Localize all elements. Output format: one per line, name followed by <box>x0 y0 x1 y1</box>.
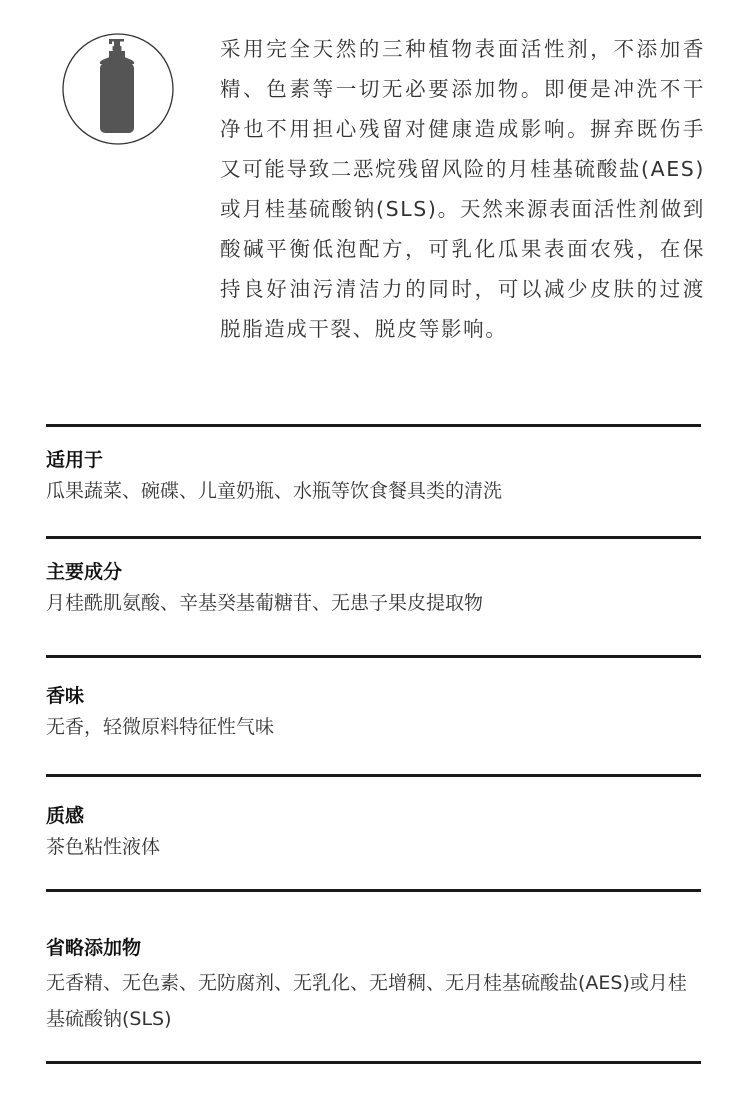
spec-value: 无香，轻微原料特征性气味 <box>46 716 275 738</box>
spec-scent <box>46 655 701 774</box>
spec-value: 月桂酰肌氨酸、辛基癸基葡糖苷、无患子果皮提取物 <box>46 592 484 614</box>
spec-list <box>46 424 701 1064</box>
spec-usage <box>46 424 701 536</box>
spec-value: 茶色粘性液体 <box>46 836 161 858</box>
spec-label: 省略添加物 <box>46 937 142 959</box>
spec-value: 瓜果蔬菜、碗碟、儿童奶瓶、水瓶等饮食餐具类的清洗 <box>46 480 503 502</box>
soap-pump-bottle-icon <box>62 33 174 145</box>
spec-ingredients <box>46 536 701 655</box>
spec-value: 无香精、无色素、无防腐剂、无乳化、无增稠、无月桂基硫酸盐(AES)或月桂基硫酸钠(SLS) <box>46 972 687 1030</box>
product-description: 采用完全天然的三种植物表面活性剂，不添加香精、色素等一切无必要添加物。即便是冲洗不干净也不用担心残留对健康造成影响。摒弃既伤手又可能导致二恶烷残留风险的月桂基硫酸盐(AES)或月桂基硫酸钠(SLS)。天然来源表面活性剂做到酸碱平衡低泡配方，可乳化瓜果表面农残，在保持良好油污清洁力的同时，可以减少皮肤的过渡脱脂造成干裂、脱皮等影响。 <box>220 37 705 341</box>
spec-omitted-additives <box>46 889 701 1061</box>
divider <box>46 1061 701 1064</box>
spec-label: 质感 <box>46 805 85 827</box>
product-intro <box>0 0 750 380</box>
spec-label: 适用于 <box>46 449 104 471</box>
spec-label: 香味 <box>46 685 85 707</box>
spec-texture <box>46 774 701 889</box>
spec-label: 主要成分 <box>46 561 123 583</box>
